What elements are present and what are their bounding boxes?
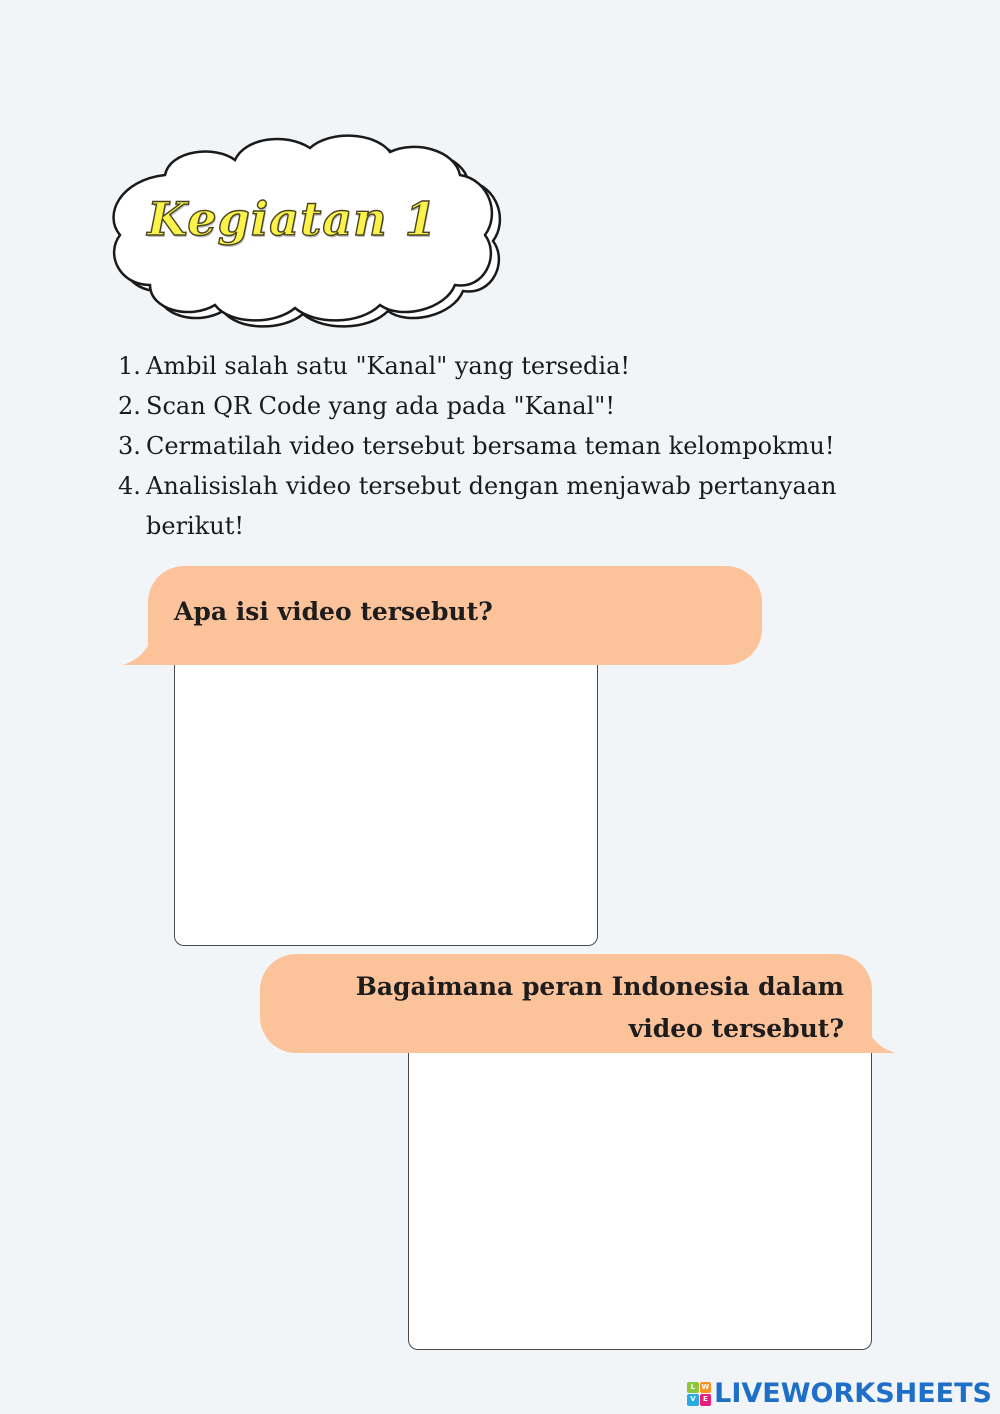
instruction-text: Cermatilah video tersebut bersama teman kelompokmu! xyxy=(146,432,835,460)
instruction-text: Analisislah video tersebut dengan menjawab pertanyaan berikut! xyxy=(146,472,837,540)
question-text-2: Bagaimana peran Indonesia dalam video tersebut? xyxy=(355,972,844,1043)
liveworksheets-logo[interactable] xyxy=(687,1378,992,1409)
question-bubble-2 xyxy=(260,954,872,1053)
instruction-number: 1. xyxy=(118,352,141,380)
answer-box-1[interactable] xyxy=(174,665,598,946)
page-title: Kegiatan 1 xyxy=(147,192,438,246)
question-bubble-1 xyxy=(148,566,762,665)
brand-name: LIVEWORKSHEETS xyxy=(714,1378,992,1409)
instruction-number: 4. xyxy=(118,472,141,500)
instruction-number: 3. xyxy=(118,432,141,460)
instruction-number: 2. xyxy=(118,392,141,420)
instruction-text: Ambil salah satu "Kanal" yang tersedia! xyxy=(146,352,631,380)
title-cloud xyxy=(95,120,505,330)
instruction-text: Scan QR Code yang ada pada "Kanal"! xyxy=(146,392,615,420)
instruction-item xyxy=(118,386,908,426)
instruction-item xyxy=(118,466,908,546)
question-text-1: Apa isi video tersebut? xyxy=(174,597,493,626)
answer-box-2[interactable] xyxy=(408,1053,872,1350)
liveworksheets-icon: L W V E xyxy=(687,1382,711,1406)
bubble-tail xyxy=(866,1023,896,1053)
bubble-tail xyxy=(122,635,152,665)
instruction-item xyxy=(118,426,908,466)
instruction-item xyxy=(118,346,908,386)
instruction-list xyxy=(118,346,908,546)
